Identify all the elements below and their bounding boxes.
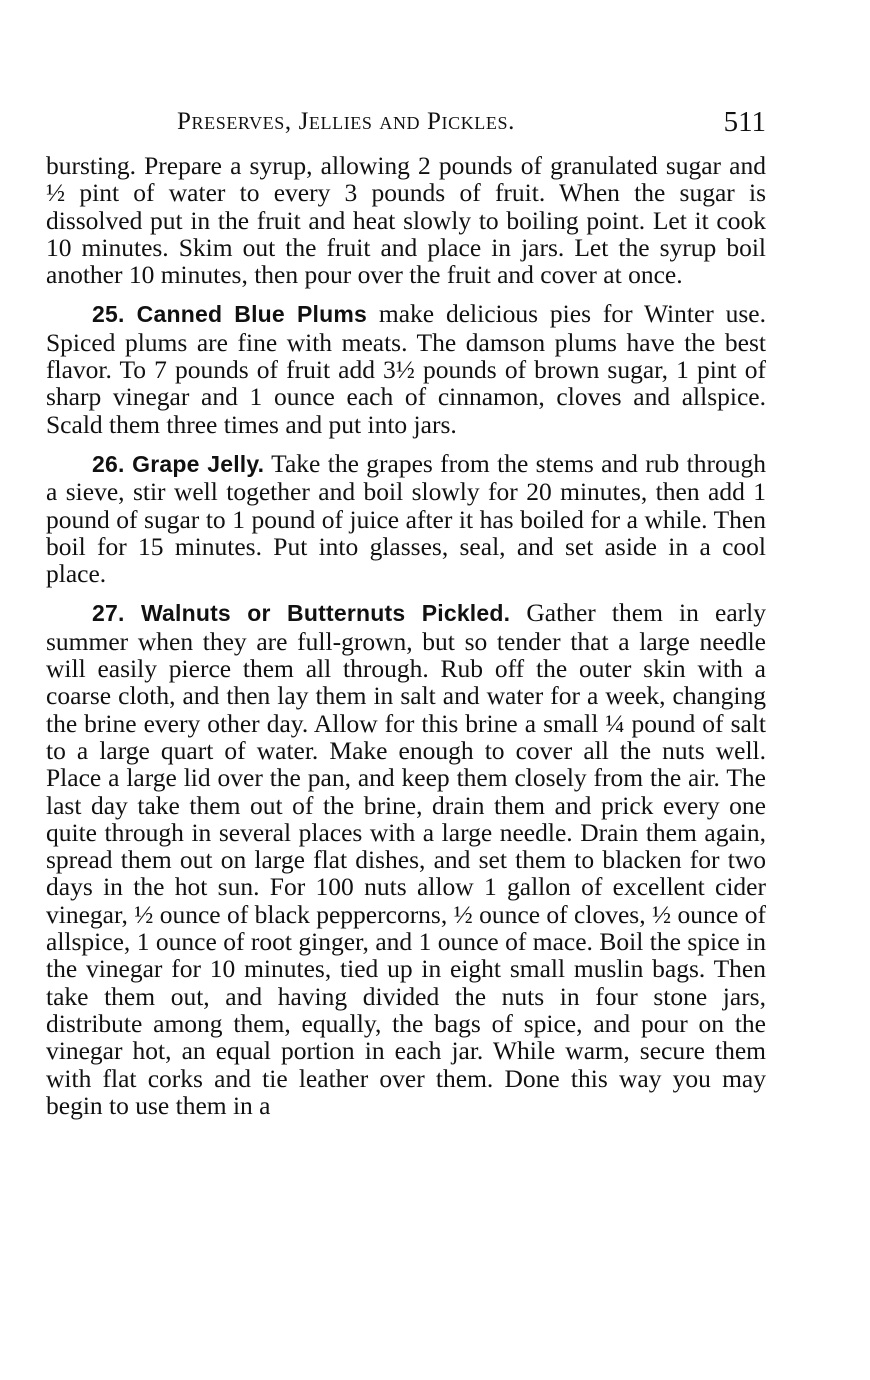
page-number: 511 bbox=[723, 106, 766, 138]
recipe-26 bbox=[46, 450, 766, 587]
recipe-text: Gather them in early summer when they are full-grown, but so tender that a large needle will easily pierce them all through. Rub off the outer skin with a coarse cloth, and then lay them in salt and water for a week, changing the brine every other day. Allow for this brine a small ¼ pound of salt to a large quart of water. Make enough to cover all the nuts well. Place a large lid over the pan, and keep them closely from the air. The last day take them out of the brine, drain them and prick every one quite through in several places with a large needle. Drain them again, spread them out on large flat dishes, and set them to blacken for two days in the hot sun. For 100 nuts allow 1 gallon of excellent cider vinegar, ½ ounce of black peppercorns, ½ ounce of cloves, ½ ounce of allspice, 1 ounce of root ginger, and 1 ounce of mace. Boil the spice in the vinegar for 10 minutes, tied up in eight small muslin bags. Then take them out, and having divided the nuts in four stone jars, distribute among them, equally, the bags of spice, and pour on the vinegar hot, an equal portion in each jar. While warm, secure them with flat corks and tie leather over them. Done this way you may begin to use them in a bbox=[46, 598, 766, 1120]
recipe-text: make delicious pies for Winter use. Spiced plums are fine with meats. The damson plums have the best flavor. To 7 pounds of fruit add 3½ pounds of brown sugar, 1 pint of sharp vinegar and 1 ounce each of cinnamon, cloves and allspice. Scald them three times and put into jars. bbox=[46, 299, 766, 439]
recipe-heading: 27. Walnuts or Butternuts Pickled. bbox=[92, 600, 511, 627]
book-page bbox=[46, 96, 766, 1119]
recipe-27 bbox=[46, 599, 766, 1119]
recipe-text: Take the grapes from the stems and rub through a sieve, stir well together and boil slowly for 20 minutes, then add 1 pound of sugar to 1 pound of juice after it has boiled for a while. Then boil for 15 minutes. Put into glasses, seal, and set aside in a cool place. bbox=[46, 448, 766, 589]
recipe-heading: 25. Canned Blue Plums bbox=[92, 301, 368, 328]
page-header bbox=[46, 96, 766, 152]
recipe-heading: 26. Grape Jelly. bbox=[92, 450, 265, 477]
recipe-25 bbox=[46, 300, 766, 437]
page-body bbox=[46, 152, 766, 1119]
continued-paragraph: bursting. Prepare a syrup, allowing 2 pounds of granulated sugar and ½ pint of water to every 3 pounds of fruit. When the sugar is dissolved put in the fruit and heat slowly to boiling point. Let it cook 10 minutes. Skim out the fruit and place in jars. Let the syrup boil another 10 minutes, then pour over the fruit and cover at once. bbox=[46, 151, 766, 290]
running-title: Preserves, Jellies and Pickles. bbox=[177, 108, 515, 135]
